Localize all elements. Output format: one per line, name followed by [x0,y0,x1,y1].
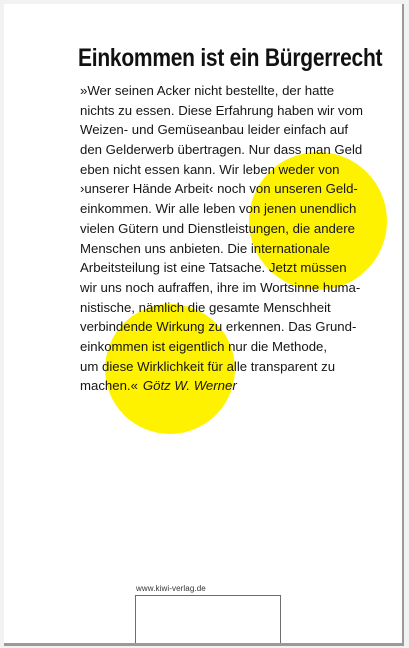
book-title: Einkommen ist ein Bürgerrecht [78,44,383,72]
quote-ending: machen.« [80,378,138,394]
quote-line: ›unserer Hände Arbeit‹ noch von unseren Geld- [80,181,358,197]
quote-line: einkommen. Wir alle leben von jenen unendlich [80,201,357,217]
quote-line: Weizen- und Gemüseanbau leider einfach auf [80,122,349,138]
quote-line: nistische, nämlich die gesamte Menschheit [80,299,331,315]
quote-line: den Gelderwerb übertragen. Nur dass man Geld [80,142,363,158]
barcode-placeholder [135,595,281,646]
quote-line: Arbeitsteilung ist eine Tatsache. Jetzt müssen [80,260,347,276]
quote-line: einkommen ist eigentlich nur die Methode, [80,338,328,354]
quote-line: eben nicht essen kann. Wir leben weder von [80,161,340,177]
publisher-website: www.kiwi-verlag.de [136,584,206,593]
quote-line: vielen Gütern und Dienstleistungen, die andere [80,220,355,236]
quote-line: um diese Wirklichkeit für alle transparent zu [80,358,336,374]
quote-line: nichts zu essen. Diese Erfahrung haben wir vom [80,102,363,118]
quote-line: »Wer seinen Acker nicht bestellte, der hatte [80,83,335,98]
quote-last-line [80,376,400,396]
quote-line: wir uns noch aufraffen, ihre im Wortsinne huma- [80,279,361,295]
back-cover [4,4,404,646]
quote-line: verbindende Wirkung zu erkennen. Das Grund- [80,319,357,335]
quote-text [80,81,400,396]
quote-author: Götz W. Werner [142,378,237,394]
quote-line: Menschen uns anbieten. Die internationale [80,240,330,256]
